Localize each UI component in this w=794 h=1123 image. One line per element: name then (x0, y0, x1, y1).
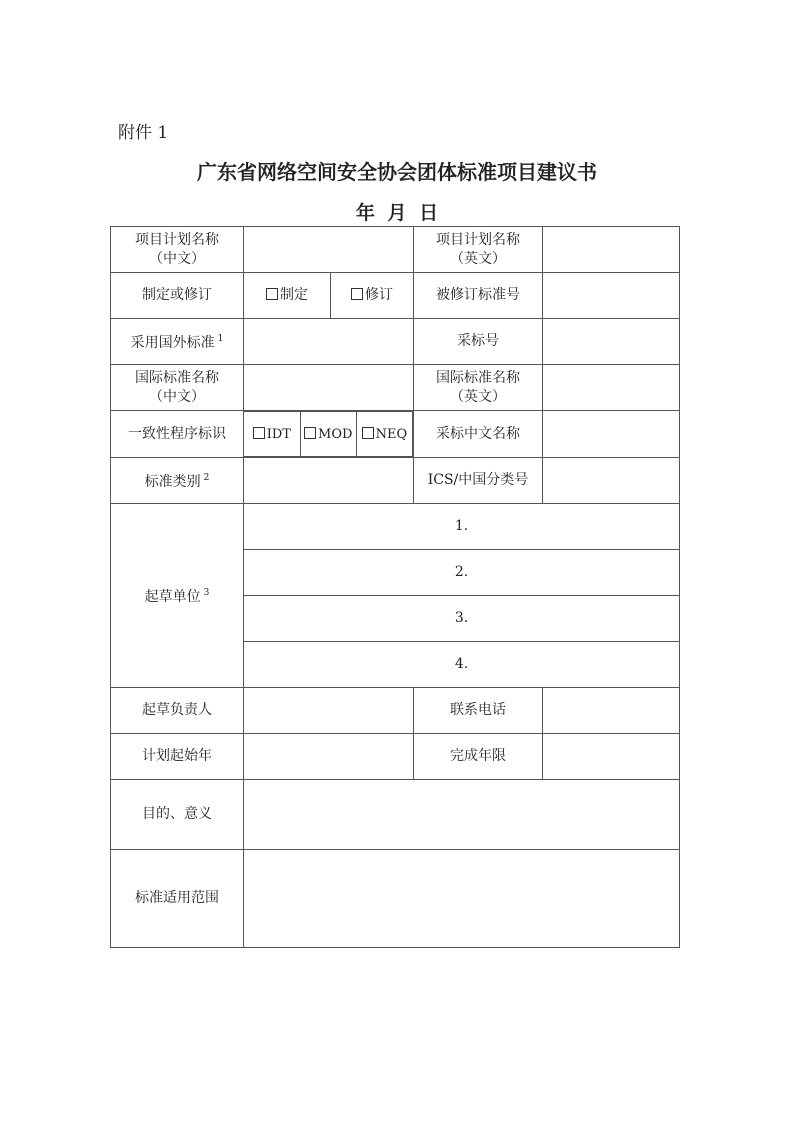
consistency-options (244, 411, 414, 458)
project-name-cn-label: 项目计划名称 （中文） (111, 227, 244, 273)
revised-std-no-label: 被修订标准号 (414, 273, 543, 319)
neq-checkbox-icon[interactable] (362, 427, 374, 439)
contact-phone-label: 联系电话 (414, 688, 543, 734)
adopt-no-field[interactable] (543, 319, 680, 365)
make-or-revise-label: 制定或修订 (111, 273, 244, 319)
idt-option[interactable]: IDT (244, 412, 300, 457)
deadline-field[interactable] (543, 734, 680, 780)
attachment-label: 附件 1 (118, 123, 169, 143)
mod-option[interactable]: MOD (300, 412, 356, 457)
make-option[interactable]: 制定 (244, 273, 331, 319)
document-title: 广东省网络空间安全协会团体标准项目建议书 (197, 160, 597, 184)
contact-phone-field[interactable] (543, 688, 680, 734)
drafting-unit-item[interactable]: 4. (244, 642, 680, 688)
revise-option[interactable]: 修订 (331, 273, 414, 319)
drafting-unit-label: 起草单位 $^3$ (111, 504, 244, 688)
purpose-field[interactable] (244, 780, 680, 850)
std-category-label: 标准类别 $^2$ (111, 458, 244, 504)
project-name-cn-field[interactable] (244, 227, 414, 273)
intl-name-cn-label: 国际标准名称 （中文） (111, 365, 244, 411)
mod-checkbox-icon[interactable] (304, 427, 316, 439)
draft-leader-field[interactable] (244, 688, 414, 734)
adopt-cn-name-field[interactable] (543, 411, 680, 458)
idt-checkbox-icon[interactable] (253, 427, 265, 439)
adopt-cn-name-label: 采标中文名称 (414, 411, 543, 458)
drafting-unit-item[interactable]: 2. (244, 550, 680, 596)
adopt-no-label: 采标号 (414, 319, 543, 365)
ics-label: ICS/中国分类号 (414, 458, 543, 504)
plan-start-year-field[interactable] (244, 734, 414, 780)
plan-start-year-label: 计划起始年 (111, 734, 244, 780)
revise-checkbox-icon[interactable] (351, 288, 363, 300)
drafting-unit-item[interactable]: 3. (244, 596, 680, 642)
deadline-label: 完成年限 (414, 734, 543, 780)
project-name-en-field[interactable] (543, 227, 680, 273)
revised-std-no-field[interactable] (543, 273, 680, 319)
draft-leader-label: 起草负责人 (111, 688, 244, 734)
intl-name-en-field[interactable] (543, 365, 680, 411)
make-checkbox-icon[interactable] (266, 288, 278, 300)
intl-name-cn-field[interactable] (244, 365, 414, 411)
foreign-std-label: 采用国外标准 $^1$ (111, 319, 244, 365)
drafting-unit-item[interactable]: 1. (244, 504, 680, 550)
intl-name-en-label: 国际标准名称 （英文） (414, 365, 543, 411)
purpose-label: 目的、意义 (111, 780, 244, 850)
scope-label: 标准适用范围 (111, 850, 244, 948)
consistency-label: 一致性程序标识 (111, 411, 244, 458)
project-name-en-label: 项目计划名称 （英文） (414, 227, 543, 273)
document-date: 年 月 日 (355, 202, 439, 224)
scope-field[interactable] (244, 850, 680, 948)
ics-field[interactable] (543, 458, 680, 504)
proposal-form-table (110, 226, 680, 948)
neq-option[interactable]: NEQ (356, 412, 412, 457)
std-category-field[interactable] (244, 458, 414, 504)
foreign-std-field[interactable] (244, 319, 414, 365)
